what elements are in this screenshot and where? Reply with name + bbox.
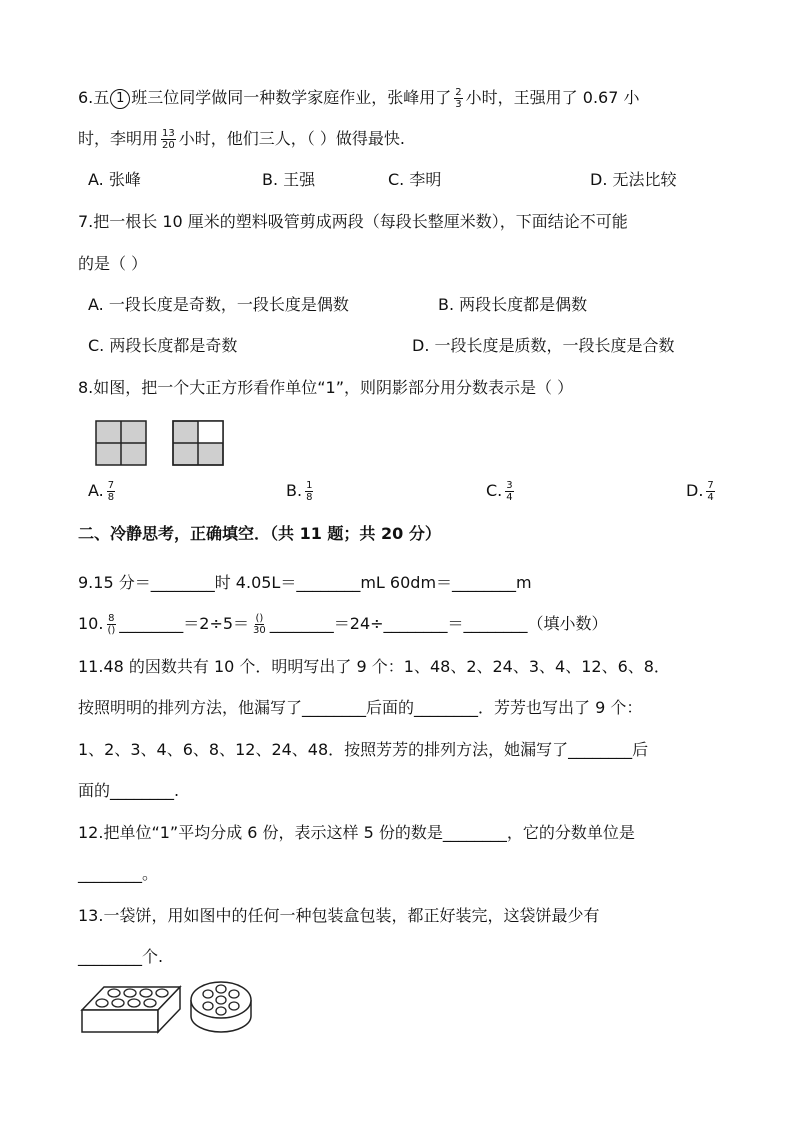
fraction-two-thirds xyxy=(454,87,462,110)
fraction-denominator: 8 xyxy=(306,492,313,503)
fraction-numerator: 1 xyxy=(306,480,313,491)
q6-line1 xyxy=(78,87,639,110)
option-label: B. xyxy=(286,481,303,500)
fraction-denominator: 4 xyxy=(707,492,714,503)
fraction-eight-over-blank xyxy=(106,613,116,636)
fraction-numerator: 8 xyxy=(108,613,115,624)
fraction-numerator: 2 xyxy=(455,87,462,98)
fraction-numerator: 7 xyxy=(107,480,115,491)
fraction-denominator: () xyxy=(107,625,116,636)
option-fraction xyxy=(505,480,513,503)
q6-text-b: 班三位同学做同一种数学家庭作业，张峰用了 xyxy=(131,88,452,107)
q13-line2: ________个. xyxy=(78,947,164,966)
q6-line2 xyxy=(78,128,405,151)
q6-option-c[interactable]: C. 李明 xyxy=(388,170,442,189)
rectangular-box-figure xyxy=(80,984,184,1036)
q7-line1: 7.把一根长 10 厘米的塑料吸管剪成两段（每段长整厘米数），下面结论不可能 xyxy=(78,212,628,231)
fraction-thirteen-twentieths xyxy=(161,128,176,151)
option-fraction xyxy=(305,480,313,503)
q8-line1: 8.如图，把一个大正方形看作单位“1”，则阴影部分用分数表示是（ ） xyxy=(78,378,574,397)
q13-line1: 13.一袋饼，用如图中的任何一种包装盒包装，都正好装完，这袋饼最少有 xyxy=(78,906,600,925)
full-shaded-square xyxy=(96,421,146,465)
q10-text-b: ________＝2÷5＝ xyxy=(119,614,250,633)
q12-line2: ________。 xyxy=(78,864,159,883)
fraction-numerator: 13 xyxy=(162,128,175,139)
fraction-denominator: 4 xyxy=(506,492,513,503)
q9-line: 9.15 分＝________时 4.05L＝________mL 60dm＝________m xyxy=(78,573,532,592)
q6-text-c: 小时，王强用了 0.67 小 xyxy=(465,88,640,107)
q8-option-b[interactable] xyxy=(286,480,316,503)
q6-text-a: 6.五 xyxy=(78,88,110,107)
three-quarter-shaded-square xyxy=(173,421,223,465)
q7-option-b[interactable]: B. 两段长度都是偶数 xyxy=(438,295,588,314)
q7-line2: 的是（ ） xyxy=(78,254,148,273)
fraction-denominator: 20 xyxy=(162,140,175,151)
q11-line2: 按照明明的排列方法，他漏写了________后面的________．芳芳也写出了 9 个： xyxy=(78,698,643,717)
fraction-denominator: 8 xyxy=(107,492,115,503)
q10-text-c: ________＝24÷________＝________（填小数） xyxy=(269,614,608,633)
option-label: A. xyxy=(88,481,104,500)
section-heading: 二、冷静思考，正确填空．（共 11 题；共 20 分） xyxy=(78,524,441,543)
option-label: C. xyxy=(486,481,503,500)
round-box-figure xyxy=(188,976,254,1036)
q7-option-d[interactable]: D. 一段长度是质数，一段长度是合数 xyxy=(412,336,675,355)
circled-number: 1 xyxy=(110,89,130,109)
q10-number: 10. xyxy=(78,614,104,633)
q10-line xyxy=(78,613,608,636)
q8-option-d[interactable] xyxy=(686,480,718,503)
fraction-blank-over-thirty xyxy=(252,613,267,636)
fraction-numerator: 7 xyxy=(707,480,714,491)
fraction-numerator: 3 xyxy=(506,480,513,491)
q6-option-b[interactable]: B. 王强 xyxy=(262,170,316,189)
q8-figure-squares xyxy=(95,420,227,468)
q12-line1: 12.把单位“1”平均分成 6 份，表示这样 5 份的数是________，它的分数单位是 xyxy=(78,823,635,842)
option-fraction xyxy=(107,480,115,503)
option-fraction xyxy=(706,480,714,503)
q11-line4: 面的________. xyxy=(78,781,180,800)
fraction-denominator: 3 xyxy=(455,99,462,110)
q6-option-a[interactable]: A. 张峰 xyxy=(88,170,141,189)
fraction-denominator: 30 xyxy=(253,625,266,636)
q8-option-c[interactable] xyxy=(486,480,517,503)
q11-line3: 1、2、3、4、6、8、12、24、48．按照芳芳的排列方法，她漏写了________后 xyxy=(78,740,649,759)
q11-line1: 11.48 的因数共有 10 个．明明写出了 9 个：1、48、2、24、3、4、12、6、8． xyxy=(78,657,670,676)
q6-text-e: 小时，他们三人，（ ）做得最快. xyxy=(178,129,405,148)
option-label: D. xyxy=(686,481,704,500)
q7-option-c[interactable]: C. 两段长度都是奇数 xyxy=(88,336,238,355)
q6-text-d: 时，李明用 xyxy=(78,129,159,148)
q8-option-a[interactable] xyxy=(88,480,118,503)
fraction-numerator: () xyxy=(255,613,264,624)
q6-option-d[interactable]: D. 无法比较 xyxy=(590,170,677,189)
q7-option-a[interactable]: A. 一段长度是奇数，一段长度是偶数 xyxy=(88,295,349,314)
